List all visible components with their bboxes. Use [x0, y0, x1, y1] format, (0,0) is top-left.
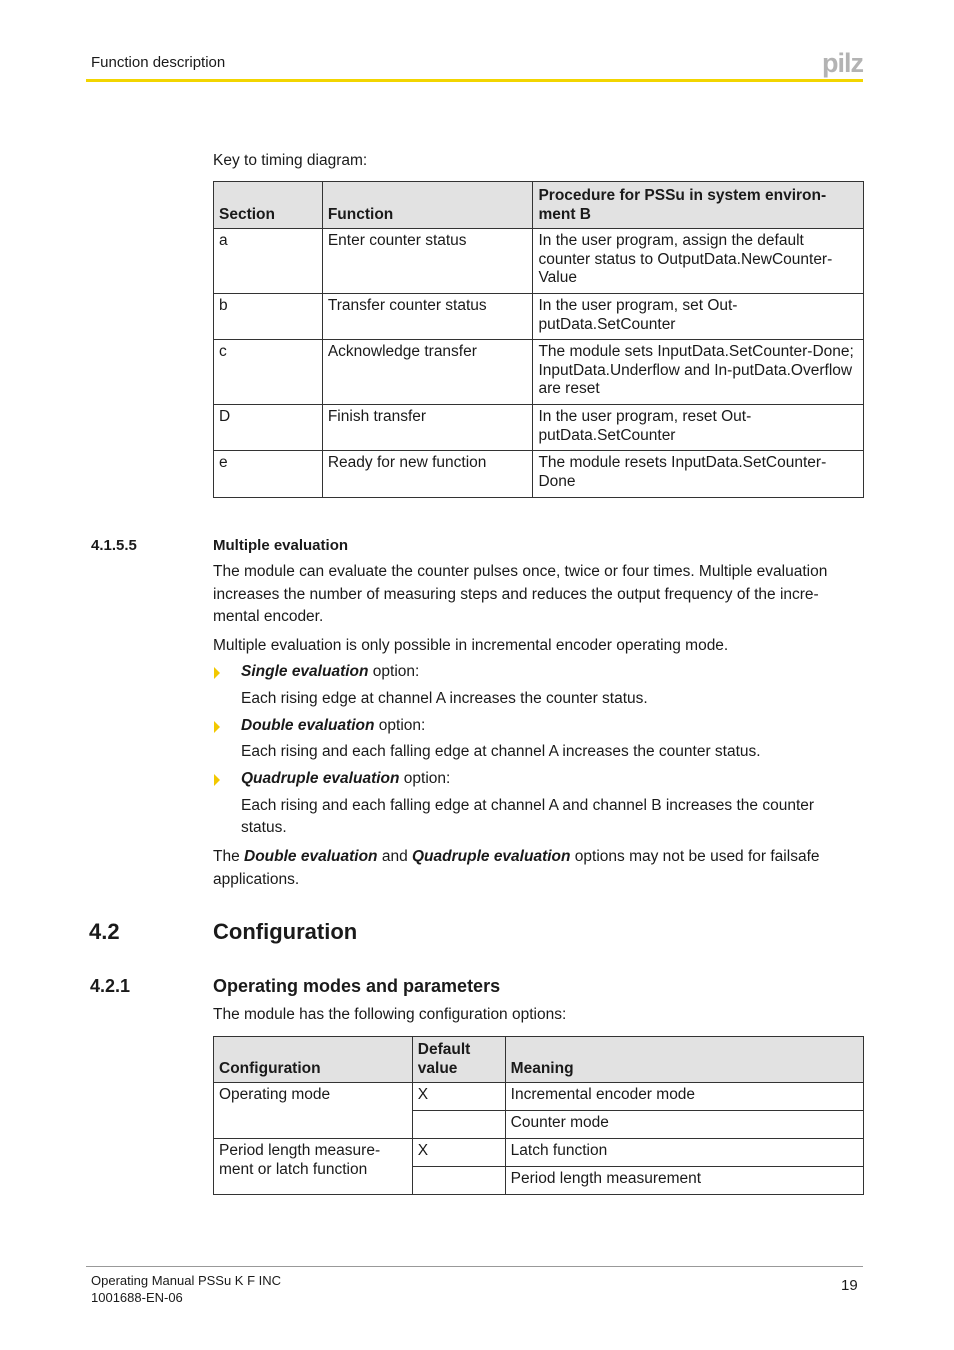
config-header-configuration: Configuration: [214, 1037, 413, 1083]
function-cell: Acknowledge transfer: [322, 340, 533, 405]
option-term: Quadruple evaluation: [241, 770, 400, 787]
meaning-cell: Counter mode: [505, 1111, 863, 1139]
config-header-meaning: Meaning: [505, 1037, 863, 1083]
config-cell: Period length measure-ment or latch function: [214, 1139, 413, 1195]
header-rule: [86, 79, 863, 82]
default-cell: [412, 1167, 505, 1195]
key-table-header-section: Section: [214, 182, 323, 229]
option-term: Single evaluation: [241, 663, 369, 680]
section-title-421: Operating modes and parameters: [213, 976, 501, 996]
bullet-single-description: Each rising edge at channel A increases the counter status.: [241, 690, 648, 707]
note-term: Double evaluation: [244, 848, 378, 865]
table-row: [214, 451, 864, 498]
section-title-42: Configuration: [213, 919, 358, 944]
table-row: [214, 229, 864, 294]
config-table: [213, 1036, 864, 1195]
bullet-arrow-icon: [214, 774, 220, 786]
config-header-default: Default value: [412, 1037, 505, 1083]
page-number: 19: [841, 1277, 858, 1294]
procedure-cell: In the user program, reset Out-putData.SetCounter: [533, 405, 864, 451]
option-term: Double evaluation: [241, 717, 375, 734]
config-table-header-row: [214, 1037, 864, 1083]
bullet-double-description: Each rising and each falling edge at channel A increases the counter status.: [241, 743, 761, 760]
procedure-cell: The module sets InputData.SetCounter-Done; InputData.Underflow and In-putData.Overflow are reset: [533, 340, 864, 405]
table-row: [214, 340, 864, 405]
section-number-42: 4.2: [89, 919, 120, 944]
section-number-4155: 4.1.5.5: [91, 537, 137, 554]
table-row: [214, 1139, 864, 1167]
note-text: and: [377, 848, 412, 865]
section-cell: b: [214, 294, 323, 340]
section-number-421: 4.2.1: [90, 976, 131, 996]
config-intro: The module has the following configuration options:: [213, 1006, 567, 1023]
option-suffix: option:: [374, 717, 426, 734]
table-row: [214, 1083, 864, 1111]
config-cell: Operating mode: [214, 1083, 413, 1139]
key-table-header-function: Function: [322, 182, 533, 229]
bullet-arrow-icon: [214, 721, 220, 733]
procedure-cell: In the user program, assign the default counter status to OutputData.NewCounter-Value: [533, 229, 864, 294]
failsafe-note: [213, 846, 853, 891]
function-cell: Enter counter status: [322, 229, 533, 294]
function-cell: Transfer counter status: [322, 294, 533, 340]
key-table-intro: Key to timing diagram:: [213, 152, 368, 169]
meaning-cell: Latch function: [505, 1139, 863, 1167]
multiple-evaluation-paragraph: The module can evaluate the counter pulses once, twice or four times. Multiple evaluation increases the number of measuring steps and reduces the output frequency of the incre-mental encoder.: [213, 563, 828, 625]
key-table: [213, 181, 864, 498]
option-suffix: option:: [399, 770, 451, 787]
option-suffix: option:: [368, 663, 420, 680]
note-text: options may not be used for failsafe applications.: [213, 848, 820, 888]
bullet-quadruple-option: [241, 768, 851, 790]
section-cell: e: [214, 451, 323, 498]
pilz-logo: pilz: [822, 48, 863, 78]
key-table-header-procedure: Procedure for PSSu in system environ-ment B: [533, 182, 864, 229]
default-cell: [412, 1111, 505, 1139]
footer-manual-title: Operating Manual PSSu K F INC: [91, 1273, 282, 1288]
running-header: Function description: [91, 54, 226, 71]
table-row: [214, 294, 864, 340]
footer-document-number: 1001688-EN-06: [91, 1290, 183, 1305]
section-title-4155: Multiple evaluation: [213, 537, 349, 554]
function-cell: Finish transfer: [322, 405, 533, 451]
bullet-single-option: [241, 661, 851, 683]
function-cell: Ready for new function: [322, 451, 533, 498]
default-cell: X: [412, 1083, 505, 1111]
default-cell: X: [412, 1139, 505, 1167]
procedure-cell: In the user program, set Out-putData.SetCounter: [533, 294, 864, 340]
incremental-mode-note: Multiple evaluation is only possible in incremental encoder operating mode.: [213, 637, 729, 654]
footer-rule: [86, 1266, 863, 1267]
note-term: Quadruple evaluation: [412, 848, 571, 865]
section-cell: a: [214, 229, 323, 294]
bullet-quadruple-description: Each rising and each falling edge at channel A and channel B increases the counter status.: [241, 797, 815, 836]
note-text: The: [213, 848, 245, 865]
section-cell: D: [214, 405, 323, 451]
procedure-cell: The module resets InputData.SetCounter-Done: [533, 451, 864, 498]
table-row: [214, 405, 864, 451]
bullet-arrow-icon: [214, 667, 220, 679]
meaning-cell: Incremental encoder mode: [505, 1083, 863, 1111]
meaning-cell: Period length measurement: [505, 1167, 863, 1195]
section-cell: c: [214, 340, 323, 405]
bullet-double-option: [241, 715, 851, 737]
key-table-header-row: [214, 182, 864, 229]
